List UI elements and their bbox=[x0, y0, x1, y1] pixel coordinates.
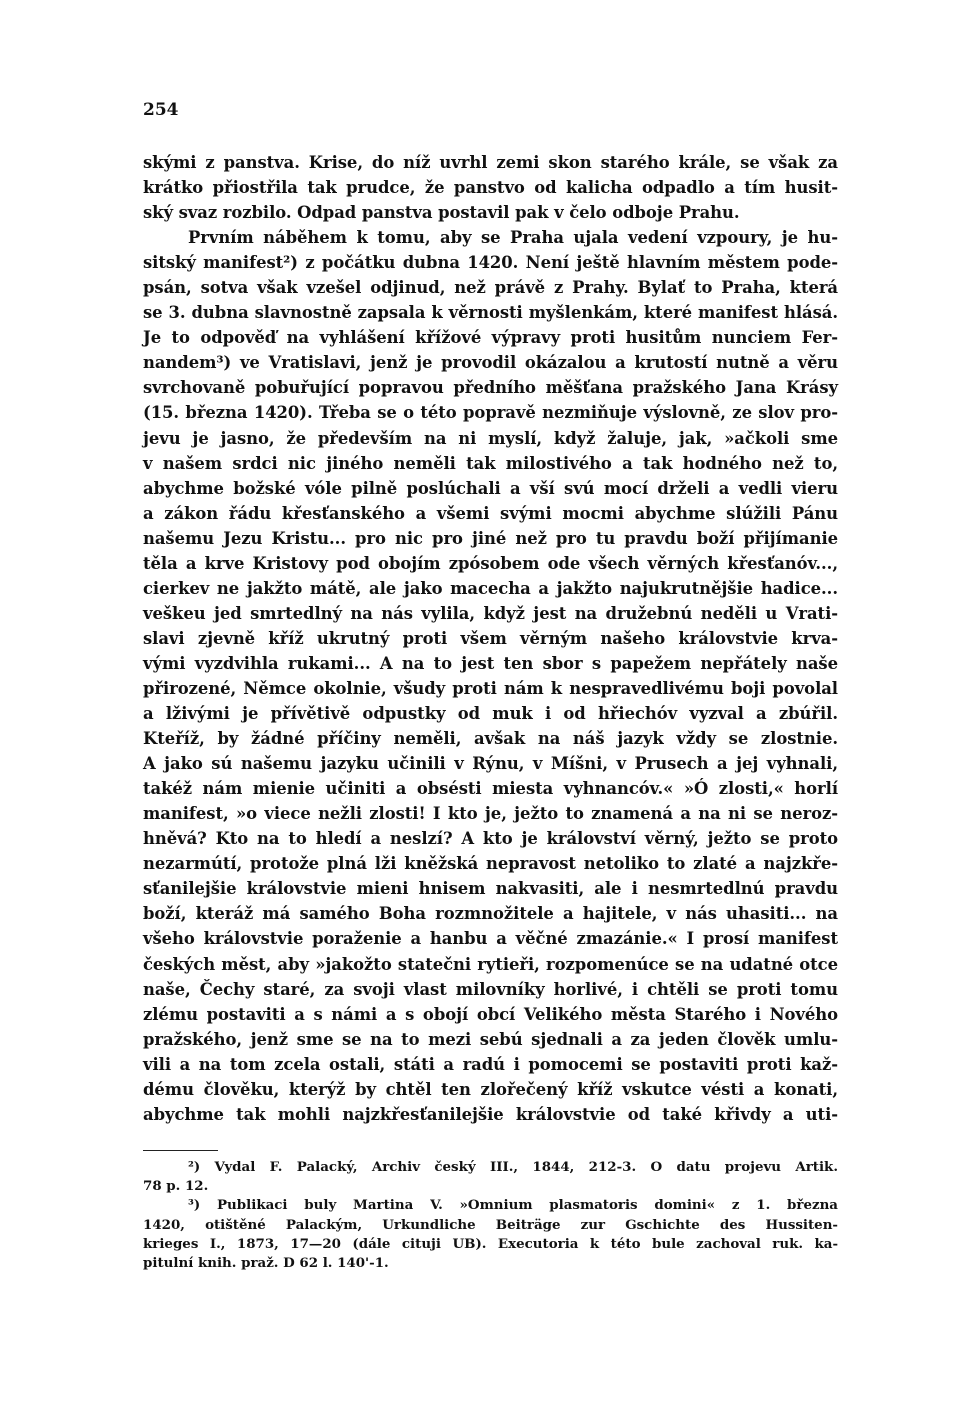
text-line: abychme božské vóle pilně poslúchali a vší svú mocí drželi a vedli vieru bbox=[143, 478, 838, 498]
text-line: A jako sú našemu jazyku učinili v Rýnu, v Míšni, v Prusech a jej vyhnali, bbox=[143, 754, 838, 774]
text-line: psán, sotva však vzešel odjinud, než právě z Prahy. Bylať to Praha, která bbox=[143, 278, 838, 298]
text-line: všeho královstvie poraženie a hanbu a věčné zmazánie.« I prosí manifest bbox=[143, 929, 838, 949]
body-text bbox=[143, 150, 838, 1127]
text-line: těla a krve Kristovy pod obojím zpósobem ode všech věrných křesťanóv..., bbox=[143, 553, 838, 573]
footnote-line: ²) Vydal F. Palacký, Archiv český III., 1844, 212-3. O datu projevu Artik. bbox=[188, 1159, 838, 1175]
text-line: našemu Jezu Kristu... pro nic pro jiné než pro tu pravdu boží přijímanie bbox=[143, 528, 838, 548]
footnotes bbox=[143, 1158, 838, 1273]
text-line: skými z panstva. Krise, do níž uvrhl zemi skon starého krále, se však za bbox=[143, 153, 838, 172]
text-line: zlému postaviti a s námi a s obojí obcí Velikého města Starého i Nového bbox=[143, 1004, 838, 1024]
text-line: jevu je jasno, že především na ni myslí, když žaluje, jak, »ačkoli sme bbox=[143, 428, 838, 448]
text-line: přirozené, Němce okolnie, všudy proti nám k nespravedlivému boji povolal bbox=[143, 678, 838, 698]
text-line: českých měst, aby »jakožto statečni rytieři, rozpomenúce se na udatné otce bbox=[143, 954, 838, 974]
page-number: 254 bbox=[143, 100, 179, 120]
text-line: krátko přiostřila tak prudce, že panstvo od kalicha odpadlo a tím husit- bbox=[143, 178, 838, 198]
text-line: dému člověku, kterýž by chtěl ten zlořečený kříž vskutce vésti a konati, bbox=[143, 1079, 838, 1099]
text-line: vými vyzdvihla rukami... A na to jest ten sbor s papežem nepřátely naše bbox=[143, 653, 838, 673]
text-line: veškeu jed smrtedlný na nás vylila, když jest na družebnú neděli u Vrati- bbox=[143, 603, 838, 623]
text-line: svrchovaně pobuřující popravou předního měšťana pražského Jana Krásy bbox=[143, 378, 838, 398]
text-line: se 3. dubna slavnostně zapsala k věrnosti myšlenkám, které manifest hlásá. bbox=[143, 303, 838, 323]
footnote-line: 78 p. 12. bbox=[143, 1178, 209, 1195]
text-line: a lživými je přívětivě odpustky od muk i od hřiechóv vyzval a zbúřil. bbox=[143, 704, 838, 724]
footnote-line: ³) Publikaci buly Martina V. »Omnium plasmatoris domini« z 1. března bbox=[188, 1197, 838, 1214]
footnote-line: pitulní knih. praž. D 62 l. 140'-1. bbox=[143, 1254, 389, 1271]
text-line: sťanilejšie královstvie mieni hnisem nakvasiti, ale i nesmrtedlnú pravdu bbox=[143, 879, 838, 899]
text-line: naše, Čechy staré, za svoji vlast milovníky horlivé, i chtěli se proti tomu bbox=[143, 979, 838, 999]
text-line: v našem srdci nic jiného neměli tak milostivého a tak hodného než to, bbox=[143, 453, 838, 473]
text-line: vili a na tom zcela ostali, státi a radú i pomocemi se postaviti proti kaž- bbox=[143, 1054, 838, 1074]
text-line: Je to odpověď na vyhlášení křížové výpravy proti husitům nunciem Fer- bbox=[143, 328, 838, 348]
text-line: a zákon řádu křesťanského a všemi svými mocmi abychme slúžili Pánu bbox=[143, 503, 838, 523]
footnote-line: krieges I., 1873, 17—20 (dále cituji UB). Executoria k této bule zachoval ruk. ka- bbox=[143, 1235, 838, 1252]
text-line: Prvním náběhem k tomu, aby se Praha ujala vedení vzpoury, je hu- bbox=[188, 228, 838, 248]
text-line: cierkev ne jakžto mátě, ale jako macecha a jakžto najukrutnějšie hadice... bbox=[143, 578, 838, 598]
text-line: manifest, »o viece nežli zlosti! I kto je, ježto to znamená a na ni se nerоz- bbox=[143, 804, 838, 824]
text-line: pražského, jenž sme se na to mezi sebú sjednali a za jeden člověk umlu- bbox=[143, 1029, 838, 1049]
text-line: takéž nám mienie učiniti a obsésti miesta vyhnancóv.« »Ó zlosti,« horlí bbox=[143, 779, 838, 799]
text-line: sitský manifest²) z počátku dubna 1420. Není ještě hlavním městem pode- bbox=[143, 253, 838, 273]
text-line: abychme tak mohli najzkřesťanilejšie královstvie od také křivdy a uti- bbox=[143, 1104, 838, 1124]
footnote-line: 1420, otištěné Palackým, Urkundliche Beiträge zur Gschichte des Hussiten- bbox=[143, 1216, 838, 1233]
text-line: Kteříž, by žádné příčiny neměli, avšak na náš jazyk vždy se zlostnie. bbox=[143, 729, 838, 749]
text-line: nezarmútí, protože plná lži kněžská nepravost netoliko to zlaté a najzkře- bbox=[143, 854, 838, 874]
text-line: boží, kteráž má samého Boha rozmnožitele a hajitele, v nás uhasiti... na bbox=[143, 904, 838, 924]
text-line: nandem³) ve Vratislavi, jenž je provodil okázalou a krutostí nutně a věru bbox=[143, 353, 838, 373]
text-line: ský svaz rozbilo. Odpad panstva postavil pak v čelo odboje Prahu. bbox=[143, 203, 740, 223]
text-line: hněvá? Kto na to hledí a neslzí? A kto je království věrný, ježto se proto bbox=[143, 829, 838, 849]
text-line: slavi zjevně kříž ukrutný proti všem věrným našeho královstvie krva- bbox=[143, 628, 838, 648]
text-line: (15. března 1420). Třeba se o této popravě nezmiňuje výslovně, ze slov pro- bbox=[143, 403, 838, 423]
footnote-rule bbox=[143, 1150, 218, 1151]
